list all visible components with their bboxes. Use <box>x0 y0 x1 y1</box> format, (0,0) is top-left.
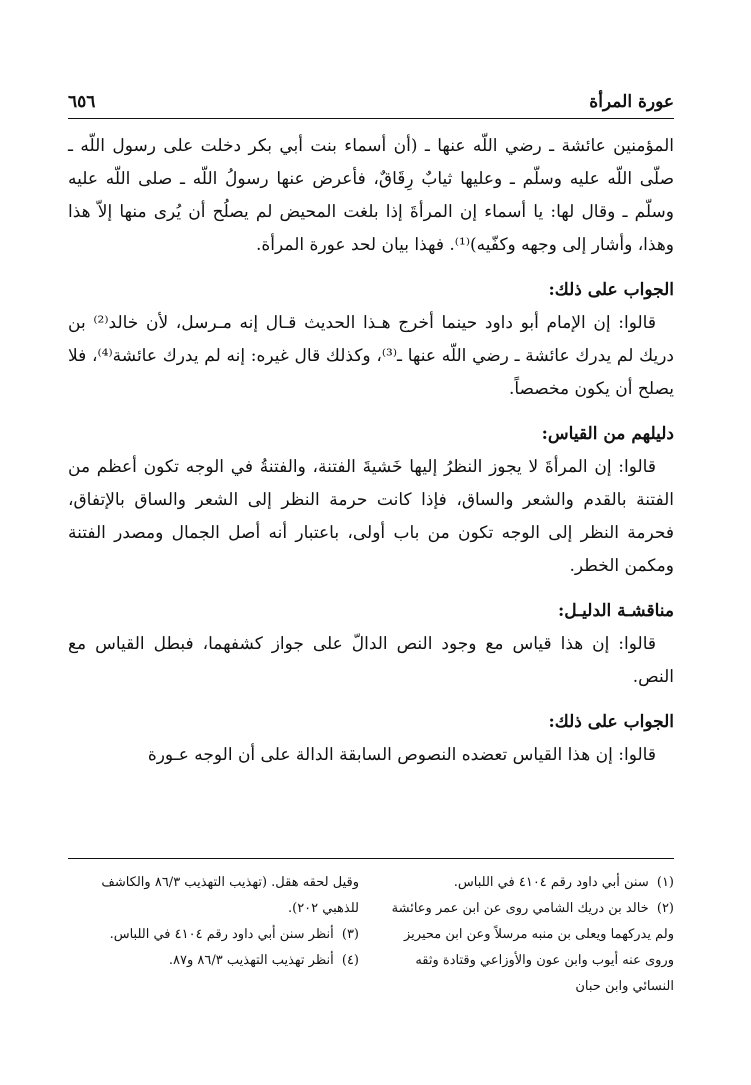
footnote-2-continued <box>68 870 359 922</box>
footnotes-right-column <box>383 870 674 1000</box>
footnote-3 <box>68 922 359 948</box>
book-page <box>68 80 674 1040</box>
paragraph-hadith: المؤمنين عائشة ـ رضي اللّه عنها ـ (أن أسماء بنت أبي بكر دخلت على رسول اللّه ـ صلّى اللّه عليه وسلّم ـ وعليها ثيابٌ رِقَاقٌ، فأعرض عنها رسولُ اللّه ـ صلى اللّه عليه وسلّم ـ وقال لها: يا أسماء إن المرأةَ إذا بلغت المحيض لم يصلُح أن يُرى منها إلاّ هذا وهذا، وأشار إلى وجهه وكفّيه)⁽¹⁾. فهذا بيان لحد عورة المرأة. <box>68 136 674 255</box>
footnotes-left-column <box>68 870 359 1000</box>
footnote-1 <box>383 870 674 896</box>
main-text <box>68 130 674 772</box>
footnote-number: (٢) <box>656 901 674 916</box>
footnote-text: أنظر سنن أبي داود رقم ٤١٠٤ في اللباس. <box>109 927 334 942</box>
footnote-text: سنن أبي داود رقم ٤١٠٤ في اللباس. <box>453 875 649 890</box>
heading-discussion: مناقشـة الدليـل: <box>558 601 674 621</box>
paragraph-answer-1: قالوا: إن الإمام أبو داود حينما أخرج هـذا الحديث قـال إنه مـرسل، لأن خالد⁽²⁾ بن دريك لم يدرك عائشة ـ رضي اللّه عنها ـ⁽³⁾، وكذلك قال غيره: إنه لم يدرك عائشة⁽⁴⁾، فلا يصلح أن يكون مخصصاً. <box>68 313 674 399</box>
footnote-text: وقيل لحقه هقل. (تهذيب التهذيب ٨٦/٣ والكاشف للذهبي ٢٠٢). <box>101 875 359 916</box>
heading-answer-2: الجواب على ذلك: <box>548 712 674 732</box>
footnote-2 <box>383 896 674 1000</box>
chapter-title: عورة المرأة <box>589 92 674 112</box>
paragraph-analogy: قالوا: إن المرأةَ لا يجوز النظرُ إليها خَشيةَ الفتنة، والفتنةُ في الوجه تكون أعظم من الفتنة بالقدم والشعر والساق، فإذا كانت حرمة النظر إلى الشعر والساق بالإتفاق، فحرمة النظر إلى الوجه تكون من باب أولى، باعتبار أنه أصل الجمال ومصدر الفتنة ومكمن الخطر. <box>68 457 674 576</box>
page-number: ٦٥٦ <box>68 92 96 112</box>
heading-answer-1: الجواب على ذلك: <box>548 280 674 300</box>
footnote-number: (١) <box>656 875 674 890</box>
paragraph-answer-2: قالوا: إن هذا القياس تعضده النصوص السابقة الدالة على أن الوجه عـورة <box>147 745 656 765</box>
footnote-number: (٤) <box>341 953 359 968</box>
paragraph-discussion: قالوا: إن هذا قياس مع وجود النص الدالّ على جواز كشفهما، فبطل القياس مع النص. <box>68 634 674 687</box>
footnote-4 <box>68 948 359 974</box>
footnote-number: (٣) <box>341 927 359 942</box>
footnote-separator <box>68 858 674 859</box>
heading-analogy: دليلهم من القياس: <box>541 424 674 444</box>
footnotes <box>68 870 674 1000</box>
footnote-text: أنظر تهذيب التهذيب ٨٦/٣ و٨٧. <box>168 953 334 968</box>
running-header <box>68 88 674 119</box>
footnote-text: خالد بن دريك الشامي روى عن ابن عمر وعائشة ولم يدركهما ويعلى بن منبه مرسلاً وعن ابن محيريز وروى عنه أيوب وابن عون والأوزاعي وقتادة وثقه النسائي وابن حبان <box>391 901 674 994</box>
